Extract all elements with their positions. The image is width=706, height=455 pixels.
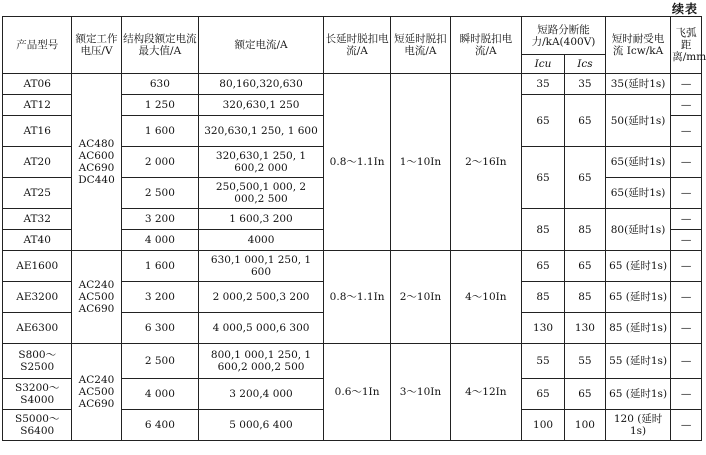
cell-icu: 130 xyxy=(522,313,565,344)
cell-rated: 2 000,2 500,3 200 xyxy=(199,282,324,313)
cell-voltage: AC480 AC600 AC690 DC440 xyxy=(72,74,121,251)
cell-ics: 65 xyxy=(565,147,606,209)
cell-rated: 4000 xyxy=(199,230,324,251)
cell-model: S3200～S4000 xyxy=(3,379,72,410)
cell-frame: 1 600 xyxy=(121,116,199,147)
cell-rated: 800,1 000,1 250, 1 600,2 000,2 500 xyxy=(199,344,324,379)
header-rated-voltage: 额定工作电压/V xyxy=(72,17,121,74)
cell-icu: 35 xyxy=(522,74,565,95)
header-ics: Ics xyxy=(565,55,606,74)
cell-voltage: AC240 AC500 AC690 xyxy=(72,344,121,441)
cell-arc: — xyxy=(671,344,702,379)
cell-icu: 65 xyxy=(522,251,565,282)
header-short-delay: 短延时脱扣电流/A xyxy=(391,17,450,74)
cell-ics: 65 xyxy=(565,95,606,147)
header-rated-current: 额定电流/A xyxy=(199,17,324,74)
cell-model: AE6300 xyxy=(3,313,72,344)
cell-model: AT40 xyxy=(3,230,72,251)
cell-model: S5000～S6400 xyxy=(3,410,72,441)
cell-frame: 2 500 xyxy=(121,344,199,379)
cell-frame: 4 000 xyxy=(121,230,199,251)
cell-icu: 100 xyxy=(522,410,565,441)
cell-ics: 55 xyxy=(565,344,606,379)
cell-arc: — xyxy=(671,95,702,116)
cell-icw: 65(延时1s) xyxy=(605,147,670,178)
header-instant: 瞬时脱扣电流/A xyxy=(450,17,522,74)
cell-icu: 85 xyxy=(522,209,565,251)
cell-model: AT16 xyxy=(3,116,72,147)
cell-instant: 4～10In xyxy=(450,251,522,344)
cell-icw: 65 (延时1s) xyxy=(605,379,670,410)
cell-icw: 35(延时1s) xyxy=(605,74,670,95)
cell-frame: 1 600 xyxy=(121,251,199,282)
cell-model: AE3200 xyxy=(3,282,72,313)
cell-ics: 65 xyxy=(565,251,606,282)
cell-instant: 2～16In xyxy=(450,74,522,251)
table-caption: 续表 xyxy=(671,2,698,16)
cell-model: AT25 xyxy=(3,178,72,209)
header-icu: Icu xyxy=(522,55,565,74)
cell-model: AT06 xyxy=(3,74,72,95)
header-withstand: 短时耐受电流 Icw/kA xyxy=(605,17,670,74)
cell-arc: — xyxy=(671,178,702,209)
cell-frame: 1 250 xyxy=(121,95,199,116)
cell-icw: 80(延时1s) xyxy=(605,209,670,251)
header-long-delay: 长延时脱扣电流/A xyxy=(323,17,390,74)
cell-icw: 65 (延时1s) xyxy=(605,251,670,282)
cell-instant: 4～12In xyxy=(450,344,522,441)
cell-icw: 85 (延时1s) xyxy=(605,313,670,344)
cell-arc: — xyxy=(671,313,702,344)
cell-icw: 65(延时1s) xyxy=(605,178,670,209)
cell-rated: 5 000,6 400 xyxy=(199,410,324,441)
cell-frame: 630 xyxy=(121,74,199,95)
cell-short-delay: 1～10In xyxy=(391,74,450,251)
cell-rated: 1 600,3 200 xyxy=(199,209,324,230)
cell-ics: 130 xyxy=(565,313,606,344)
cell-rated: 80,160,320,630 xyxy=(199,74,324,95)
header-arc-distance: 飞弧距离/mm xyxy=(671,17,702,74)
cell-icu: 65 xyxy=(522,95,565,147)
cell-model: S800～S2500 xyxy=(3,344,72,379)
cell-arc: — xyxy=(671,147,702,178)
cell-short-delay: 3～10In xyxy=(391,344,450,441)
cell-ics: 100 xyxy=(565,410,606,441)
cell-ics: 85 xyxy=(565,282,606,313)
cell-arc: — xyxy=(671,74,702,95)
cell-rated: 4 000,5 000,6 300 xyxy=(199,313,324,344)
cell-voltage: AC240 AC500 AC690 xyxy=(72,251,121,344)
cell-icu: 65 xyxy=(522,379,565,410)
cell-frame: 6 400 xyxy=(121,410,199,441)
cell-arc: — xyxy=(671,209,702,230)
header-breaking-capacity: 短路分断能力/kA(400V) xyxy=(522,17,606,55)
cell-rated: 3 200,4 000 xyxy=(199,379,324,410)
cell-rated: 320,630,1 250 xyxy=(199,95,324,116)
cell-icw: 55 (延时1s) xyxy=(605,344,670,379)
cell-arc: — xyxy=(671,230,702,251)
cell-model: AT12 xyxy=(3,95,72,116)
cell-ics: 65 xyxy=(565,379,606,410)
cell-long-delay: 0.8～1.1In xyxy=(323,251,390,344)
cell-arc: — xyxy=(671,410,702,441)
cell-frame: 3 200 xyxy=(121,282,199,313)
cell-model: AE1600 xyxy=(3,251,72,282)
cell-model: AT20 xyxy=(3,147,72,178)
header-model: 产品型号 xyxy=(3,17,72,74)
cell-arc: — xyxy=(671,282,702,313)
cell-frame: 6 300 xyxy=(121,313,199,344)
cell-rated: 250,500,1 000, 2 000,2 500 xyxy=(199,178,324,209)
cell-arc: — xyxy=(671,251,702,282)
cell-frame: 2 500 xyxy=(121,178,199,209)
cell-rated: 320,630,1 250, 1 600,2 000 xyxy=(199,147,324,178)
cell-long-delay: 0.6～1In xyxy=(323,344,390,441)
cell-rated: 630,1 000,1 250, 1 600 xyxy=(199,251,324,282)
cell-ics: 85 xyxy=(565,209,606,251)
cell-ics: 35 xyxy=(565,74,606,95)
cell-icu: 65 xyxy=(522,147,565,209)
cell-arc: — xyxy=(671,379,702,410)
cell-icw: 65 (延时1s) xyxy=(605,282,670,313)
cell-icu: 85 xyxy=(522,282,565,313)
cell-frame: 2 000 xyxy=(121,147,199,178)
cell-icw: 120 (延时1s) xyxy=(605,410,670,441)
cell-frame: 4 000 xyxy=(121,379,199,410)
cell-arc: — xyxy=(671,116,702,147)
cell-model: AT32 xyxy=(3,209,72,230)
cell-icu: 55 xyxy=(522,344,565,379)
cell-icw: 50(延时1s) xyxy=(605,95,670,147)
cell-rated: 320,630,1 250, 1 600 xyxy=(199,116,324,147)
cell-frame: 3 200 xyxy=(121,209,199,230)
header-frame-current: 结构段额定电流最大值/A xyxy=(121,17,199,74)
cell-short-delay: 2～10In xyxy=(391,251,450,344)
circuit-breaker-table xyxy=(2,16,706,441)
cell-long-delay: 0.8～1.1In xyxy=(323,74,390,251)
